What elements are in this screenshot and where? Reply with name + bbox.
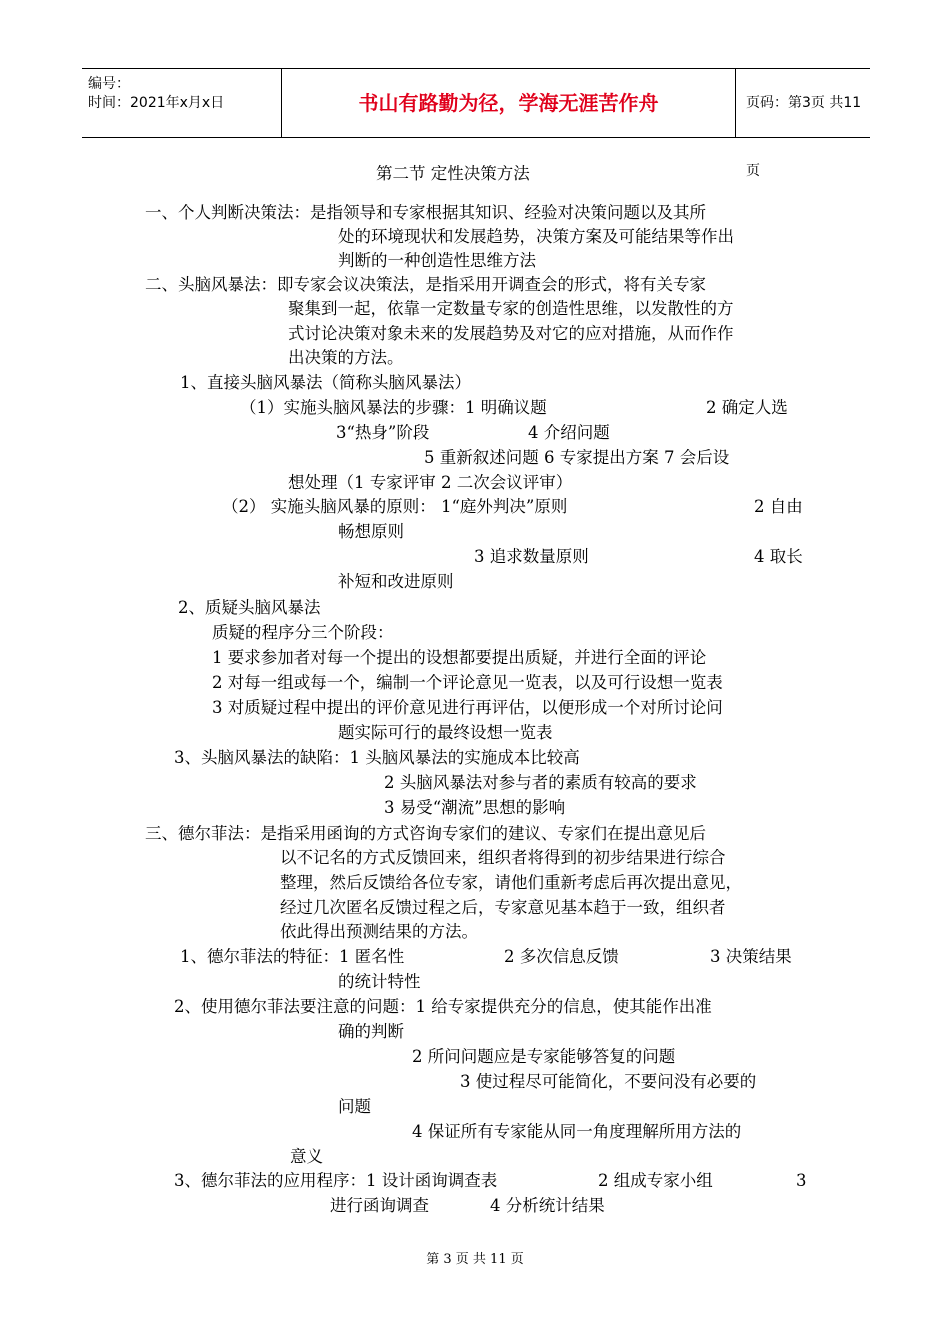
text-line: 3、头脑风暴法的缺陷：1 头脑风暴法的实施成本比较高 [174, 748, 580, 767]
text-line: 式讨论决策对象未来的发展趋势及对它的应对措施，从而作作 [288, 324, 734, 343]
text-line: （1）实施头脑风暴法的步骤：1 明确议题 [240, 398, 547, 417]
text-line: 3 [796, 1171, 807, 1190]
text-line: 想处理（1 专家评审 2 二次会议评审） [288, 473, 573, 492]
text-line: 5 重新叙述问题 6 专家提出方案 7 会后设 [424, 448, 730, 467]
text-line: 整理，然后反馈给各位专家，请他们重新考虑后再次提出意见， [280, 873, 742, 892]
text-line: 3、德尔菲法的应用程序：1 设计函询调查表 [174, 1171, 498, 1190]
text-line: 补短和改进原则 [338, 572, 454, 591]
text-line: 意义 [290, 1147, 323, 1166]
text-line: 3 决策结果 [710, 947, 792, 966]
text-line: 聚集到一起，依靠一定数量专家的创造性思维，以发散性的方 [288, 299, 734, 318]
number-label: 编号： [88, 76, 130, 92]
text-line: 3 易受“潮流”思想的影响 [384, 798, 566, 817]
text-line: 2 头脑风暴法对参与者的素质有较高的要求 [384, 773, 697, 792]
text-line: 4 取长 [754, 547, 803, 566]
text-line: 以不记名的方式反馈回来，组织者将得到的初步结果进行综合 [280, 848, 726, 867]
text-line: 4 介绍问题 [528, 423, 610, 442]
text-line: 3“热身”阶段 [336, 423, 430, 442]
text-line: 质疑的程序分三个阶段： [212, 623, 394, 642]
text-line: 4 保证所有专家能从同一角度理解所用方法的 [412, 1122, 742, 1141]
text-line: 二、头脑风暴法：即专家会议决策法，是指采用开调查会的形式，将有关专家 [145, 275, 706, 294]
text-line: 2 自由 [754, 497, 803, 516]
time-label: 时间：2021年x月x日 [88, 95, 225, 111]
text-line: 2、质疑头脑风暴法 [178, 598, 321, 617]
section-title: 第二节 定性决策方法 [376, 164, 530, 183]
motto: 书山有路勤为径，学海无涯苦作舟 [282, 69, 736, 137]
text-line: 问题 [338, 1097, 371, 1116]
text-line: 2 对每一组或每一个，编制一个评论意见一览表，以及可行设想一览表 [212, 673, 723, 692]
page-info: 页码：第3页 共11页 [746, 95, 862, 179]
text-line: 进行函询调查 [330, 1196, 429, 1215]
text-line: 2 所问问题应是专家能够答复的问题 [412, 1047, 676, 1066]
text-line: 三、德尔菲法：是指采用函询的方式咨询专家们的建议、专家们在提出意见后 [145, 824, 706, 843]
text-line: 的统计特性 [338, 972, 421, 991]
text-line: 1、直接头脑风暴法（简称头脑风暴法） [180, 373, 471, 392]
text-line: 判断的一种创造性思维方法 [338, 251, 536, 270]
text-line: 3 使过程尽可能简化，不要问没有必要的 [460, 1072, 757, 1091]
text-line: 1 要求参加者对每一个提出的设想都要提出质疑，并进行全面的评论 [212, 648, 707, 667]
text-line: 畅想原则 [338, 522, 404, 541]
text-line: 2 确定人选 [706, 398, 788, 417]
text-line: 经过几次匿名反馈过程之后，专家意见基本趋于一致，组织者 [280, 898, 726, 917]
text-line: 3 追求数量原则 [474, 547, 589, 566]
page-footer: 第 3 页 共 11 页 [426, 1252, 524, 1267]
text-line: 2 多次信息反馈 [504, 947, 619, 966]
text-line: 依此得出预测结果的方法。 [280, 922, 478, 941]
text-line: 2 组成专家小组 [598, 1171, 713, 1190]
text-line: 2、使用德尔菲法要注意的问题：1 给专家提供充分的信息，使其能作出准 [174, 997, 712, 1016]
header-meta-cell [82, 69, 282, 137]
text-line: 1、德尔菲法的特征：1 匿名性 [180, 947, 405, 966]
text-line: 3 对质疑过程中提出的评价意见进行再评估，以便形成一个对所讨论问 [212, 698, 723, 717]
text-line: 确的判断 [338, 1022, 404, 1041]
text-line: 题实际可行的最终设想一览表 [338, 723, 553, 742]
text-line: 4 分析统计结果 [490, 1196, 605, 1215]
text-line: （2） 实施头脑风暴的原则： 1“庭外判决”原则 [222, 497, 568, 516]
text-line: 处的环境现状和发展趋势，决策方案及可能结果等作出 [338, 227, 734, 246]
text-line: 出决策的方法。 [288, 348, 404, 367]
text-line: 一、个人判断决策法：是指领导和专家根据其知识、经验对决策问题以及其所 [145, 203, 706, 222]
